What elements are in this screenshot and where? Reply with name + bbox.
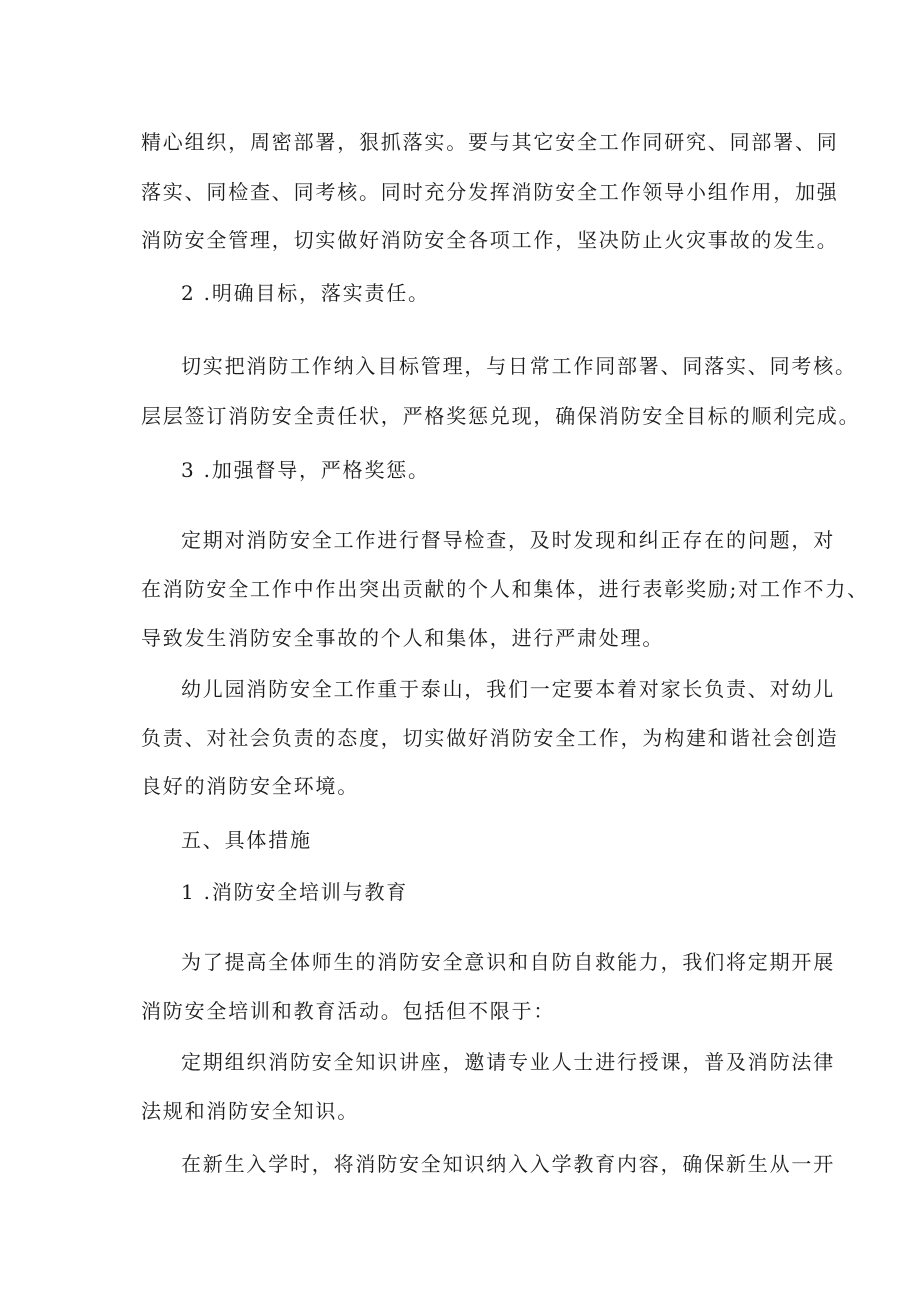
- paragraph-line: 定期对消防安全工作进行督导检查，及时发现和纠正存在的问题，对: [181, 528, 835, 552]
- paragraph-line: 切实把消防工作纳入目标管理，与日常工作同部署、同落实、同考核。: [181, 354, 857, 378]
- paragraph-line: 为了提高全体师生的消防安全意识和自防自救能力，我们将定期开展: [181, 950, 835, 974]
- section-heading: 3 .加强督导，严格奖惩。: [181, 458, 430, 482]
- paragraph-line: 消防安全管理，切实做好消防安全各项工作，坚决防止火灾事故的发生。: [141, 228, 839, 252]
- paragraph-line: 幼儿园消防安全工作重于泰山，我们一定要本着对家长负责、对幼儿: [181, 677, 835, 701]
- section-heading: 五、具体措施: [181, 828, 312, 852]
- paragraph-line: 良好的消防安全环境。: [141, 774, 359, 798]
- paragraph-line: 消防安全培训和教育活动。包括但不限于：: [141, 999, 556, 1023]
- paragraph-line: 在新生入学时，将消防安全知识纳入入学教育内容，确保新生从一开: [181, 1152, 835, 1176]
- paragraph-line: 负责、对社会负责的态度，切实做好消防安全工作，为构建和谐社会创造: [141, 726, 839, 750]
- paragraph-line: 法规和消防安全知识。: [141, 1099, 359, 1123]
- paragraph-line: 在消防安全工作中作出突出贡献的个人和集体，进行表彰奖励;对工作不力、: [141, 577, 869, 601]
- section-heading: 2 .明确目标，落实责任。: [181, 281, 430, 305]
- paragraph-line: 落实、同检查、同考核。同时充分发挥消防安全工作领导小组作用，加强: [141, 180, 839, 204]
- paragraph-line: 定期组织消防安全知识讲座，邀请专业人士进行授课，普及消防法律: [181, 1050, 835, 1074]
- paragraph-line: 精心组织，周密部署，狠抓落实。要与其它安全工作同研究、同部署、同: [141, 130, 839, 154]
- paragraph-line: 层层签订消防安全责任状，严格奖惩兑现，确保消防安全目标的顺利完成。: [141, 404, 861, 428]
- section-heading: 1 .消防安全培训与教育: [181, 880, 409, 904]
- paragraph-line: 导致发生消防安全事故的个人和集体，进行严肃处理。: [141, 626, 665, 650]
